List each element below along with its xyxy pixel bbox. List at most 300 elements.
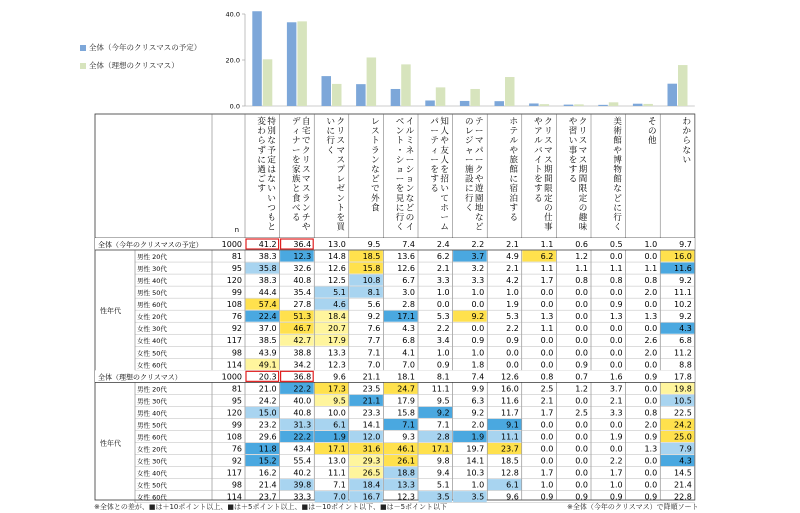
col-header-11: 館 [613,174,622,185]
bar-2-2 [297,21,307,106]
row-label: 男性 40代 [137,409,167,418]
col-header-9: ア [534,126,543,137]
col-header-10: 間 [578,174,588,185]
row-cell: 18.5 [500,456,519,466]
col-header-4: ラ [371,145,380,156]
col-header-9: 期 [544,165,553,175]
bar-2-4 [367,57,377,106]
row-n: 76 [231,312,242,322]
col-header-8: に [509,174,519,185]
row-cell: 0.0 [540,288,554,298]
col-header-13: な [682,145,692,156]
col-header-1: 過 [257,165,266,175]
total-cell: 9.5 [367,240,381,249]
col-header-2: ス [301,184,311,195]
bar-2-7 [470,89,480,106]
row-cell: 0.0 [540,420,554,430]
row-cell: 9.6 [506,492,519,502]
row-cell: 2.2 [506,324,519,334]
row-cell: 40.8 [293,276,312,286]
col-header-11: に [613,203,622,214]
row-cell: 9.2 [471,408,485,418]
row-cell: 18.4 [362,480,381,490]
row-cell: 4.3 [679,324,692,334]
col-header-7: く [464,203,474,214]
bar-1-6 [425,100,435,106]
col-header-11: 行 [613,213,622,223]
col-header-6: て [440,193,449,204]
col-header-5: ン [405,184,415,195]
bar-1-5 [391,89,401,106]
col-header-13: い [682,155,692,166]
row-cell: 12.0 [362,432,381,442]
col-header-11: ど [613,193,622,204]
row-cell: 43.4 [293,444,312,454]
row-cell: 2.8 [436,432,450,442]
col-header-7: レ [464,126,474,137]
row-cell: 0.0 [471,300,485,310]
row-cell: 37.0 [258,324,277,334]
row-cell: 12.8 [500,468,519,478]
row-cell: 4.1 [402,348,415,358]
bar-2-11 [609,102,619,106]
col-header-8: す [509,203,519,214]
total-cell: 1.0 [644,240,658,249]
row-cell: 0.9 [540,492,554,502]
row-cell: 2.2 [436,324,450,334]
row-cell: 34.2 [293,360,312,370]
row-n: 114 [226,492,242,502]
row-cell: 11.8 [258,444,277,454]
col-header-7: ー [464,155,474,166]
row-cell: 31.6 [362,444,381,454]
col-header-8: ホ [509,117,519,127]
row-cell: 1.0 [471,480,485,490]
row-cell: 21.0 [258,384,277,394]
col-header-8: る [509,213,519,223]
row-cell: 12.3 [327,360,346,370]
row-cell: 0.0 [644,396,658,406]
row-label: 女性 30代 [137,325,167,334]
total-cell: 13.0 [327,240,346,249]
row-cell: 17.9 [327,336,346,346]
col-header-10: 限 [578,184,588,195]
row-cell: 2.1 [506,264,519,274]
col-header-2: る [291,213,301,223]
col-header-13: ら [682,136,692,147]
row-cell: 46.7 [293,324,312,334]
bar-1-7 [460,101,470,106]
col-header-2: ン [301,203,311,214]
col-header-8: 泊 [509,193,519,204]
col-header-5: イ [405,117,415,127]
col-header-1: 変 [257,117,266,127]
col-header-9: ク [544,117,553,127]
row-cell: 1.7 [540,468,554,478]
row-n: 120 [226,408,242,418]
col-header-6: ム [440,222,449,233]
col-header-1: す [257,184,266,195]
col-header-3: ス [336,155,346,166]
total-cell: 20.3 [258,372,277,382]
col-header-1: 定 [267,155,276,166]
row-cell: 31.3 [293,420,312,430]
bar-1-9 [529,103,539,106]
col-header-7: 地 [474,203,484,214]
row-cell: 0.0 [609,360,623,370]
col-header-9: 限 [544,184,553,195]
col-header-3: ト [336,203,346,214]
row-cell: 1.7 [609,468,623,478]
row-cell: 0.9 [471,336,485,346]
row-cell: 11.1 [673,288,692,298]
row-cell: 35.8 [258,264,277,274]
row-cell: 22.2 [293,432,312,442]
row-cell: 1.1 [540,324,554,334]
row-cell: 23.7 [500,444,519,454]
row-n: 95 [231,264,242,274]
row-cell: 3.3 [471,276,485,286]
row-cell: 7.1 [436,420,450,430]
col-header-13: か [682,126,692,137]
row-n: 98 [231,348,242,358]
col-header-3: ン [336,193,346,204]
col-header-3: く [326,145,336,156]
col-header-8: 宿 [509,184,519,195]
col-header-9: 定 [544,193,553,204]
row-cell: 15.8 [397,408,415,418]
row-cell: 0.9 [575,360,588,370]
total-cell: 2.1 [506,240,519,249]
row-cell: 1.1 [609,264,623,274]
col-header-11: 術 [613,126,622,137]
col-header-6: 知 [440,117,449,127]
col-header-12: 他 [647,136,657,147]
row-cell: 1.0 [540,480,554,490]
row-n: 76 [231,444,242,454]
col-header-6: を [430,165,439,175]
col-header-1: い [267,184,276,195]
row-cell: 38.3 [258,276,277,286]
row-label: 男性 30代 [137,397,167,406]
row-cell: 0.0 [575,456,588,466]
row-label: 女性 40代 [137,469,167,478]
row-cell: 23.3 [362,408,381,418]
col-header-1: わ [257,126,266,137]
row-cell: 0.0 [540,456,554,466]
row-cell: 19.8 [673,384,692,394]
row-cell: 22.5 [673,408,692,418]
row-cell: 1.8 [471,360,485,370]
row-cell: 10.8 [362,276,381,286]
row-cell: 22.2 [293,384,312,394]
row-cell: 23.5 [362,384,381,394]
row-cell: 9.2 [679,312,692,322]
col-header-7: や [474,174,484,185]
row-cell: 4.3 [679,456,692,466]
total-cell: 9.7 [679,240,692,249]
row-cell: 1.9 [471,432,485,442]
row-cell: 24.2 [258,396,277,406]
row-label: 男性 60代 [137,301,167,310]
col-header-7: 施 [464,165,474,175]
legend-swatch-1 [80,45,86,51]
col-header-1: と [267,222,276,233]
bar-2-8 [505,77,515,106]
row-cell: 26.1 [397,456,415,466]
col-header-3: を [336,213,346,223]
row-cell: 33.3 [293,492,312,502]
col-header-9: ル [534,136,543,147]
row-cell: 0.0 [609,444,623,454]
row-n: 81 [231,384,242,394]
row-cell: 16.0 [500,384,519,394]
col-header-9: マ [544,145,553,156]
row-label: 女性 30代 [137,457,167,466]
col-header-5: シ [395,155,405,166]
col-header-6: を [440,165,449,175]
row-cell: 25.0 [673,432,692,442]
col-header-7: な [474,213,484,223]
col-header-6: す [430,174,439,185]
row-cell: 12.3 [397,492,415,502]
row-cell: 4.3 [402,324,415,334]
row-cell: 7.0 [333,492,346,502]
row-cell: 3.3 [609,408,623,418]
row-cell: 57.4 [258,300,277,310]
col-header-2: 宅 [301,126,311,137]
col-header-10: ス [578,155,588,166]
row-cell: 2.1 [609,396,623,406]
row-cell: 0.0 [540,432,554,442]
row-cell: 0.0 [575,432,588,442]
col-header-2: 食 [291,193,301,204]
col-header-10: す [568,165,578,175]
col-header-6: ー [430,126,439,137]
bar-1-1 [252,11,261,106]
row-cell: 9.2 [471,312,485,322]
total-cell: 7.4 [402,240,415,249]
col-header-7: に [464,184,474,195]
row-cell: 0.0 [609,420,623,430]
col-header-5: を [395,184,405,195]
row-cell: 29.3 [362,456,381,466]
row-cell: 38.8 [293,348,312,358]
row-cell: 7.1 [367,348,381,358]
col-header-9: ス [544,136,553,147]
row-cell: 17.3 [327,384,346,394]
col-header-5: く [395,222,405,233]
total-cell: 1.1 [540,240,554,249]
col-header-1: つ [267,203,276,214]
total-cell: 7.4 [471,372,485,382]
row-n: 108 [226,300,242,310]
row-n: 120 [226,276,242,286]
col-header-1: な [267,174,276,185]
col-header-13: わ [682,117,692,127]
row-n: 99 [231,420,242,430]
row-cell: 13.6 [397,252,415,262]
col-header-3: 行 [326,136,336,147]
row-cell: 17.9 [397,396,415,406]
row-cell: 0.0 [575,336,588,346]
col-header-12: の [647,126,657,137]
col-header-5: な [405,193,415,204]
col-header-9: ト [534,165,543,175]
row-cell: 38.5 [258,336,277,346]
col-header-5: ョ [395,165,405,175]
row-label: 女性 50代 [137,349,167,358]
row-cell: 12.5 [327,276,346,286]
row-cell: 0.0 [575,480,588,490]
row-cell: 0.9 [644,492,658,502]
row-cell: 0.0 [575,444,588,454]
col-header-4: ど [371,174,380,185]
col-header-2: と [291,184,301,195]
row-cell: 0.0 [540,360,554,370]
row-cell: 14.1 [466,456,485,466]
row-cell: 0.0 [575,348,588,358]
col-header-6: ー [430,155,439,166]
col-header-6: テ [430,136,439,147]
row-cell: 0.0 [540,348,554,358]
col-header-2: を [291,155,301,166]
row-cell: 3.4 [436,336,450,346]
row-cell: 1.1 [575,264,588,274]
col-header-2: 家 [291,165,301,175]
row-cell: 0.0 [575,324,588,334]
col-header-3: ク [336,117,346,127]
legend-label-2: 全体（理想のクリスマス） [89,61,179,70]
row-cell: 51.3 [293,312,312,322]
legend-swatch-2 [80,63,86,69]
col-header-6: 友 [440,145,449,156]
row-cell: 3.7 [609,384,623,394]
col-header-1: ら [257,136,266,147]
row-cell: 22.8 [673,492,692,502]
row-cell: 14.5 [673,468,692,478]
row-cell: 0.0 [575,420,588,430]
col-header-3: に [326,126,336,137]
row-cell: 9.2 [367,312,381,322]
row-cell: 9.2 [436,408,450,418]
col-header-9: 間 [544,174,553,185]
row-cell: 2.1 [540,396,554,406]
row-cell: 0.0 [575,312,588,322]
col-header-7: 行 [464,193,474,204]
col-header-10: 習 [568,126,578,137]
total-cell: 0.9 [644,372,658,382]
row-cell: 5.6 [367,300,381,310]
bar-1-4 [356,84,366,106]
col-header-4: 外 [371,193,380,204]
y-tick-label: 20.0 [225,56,240,65]
row-cell: 1.9 [609,432,623,442]
total-cell: 8.1 [436,372,450,382]
row-cell: 0.8 [644,408,658,418]
row-cell: 4.6 [333,300,346,310]
col-header-8: や [509,145,519,156]
row-cell: 23.7 [258,492,277,502]
col-header-4: ス [371,126,380,137]
col-header-4: な [371,165,380,175]
col-header-7: ー [474,155,484,166]
col-header-10: い [568,136,578,147]
col-header-5: ト [395,136,405,147]
row-n: 99 [231,288,242,298]
col-header-6: ー [440,213,449,223]
col-header-2: マ [301,174,311,185]
row-cell: 1.0 [609,480,623,490]
total-cell: 0.5 [609,240,623,249]
col-header-6: 招 [440,174,449,185]
row-cell: 35.4 [293,288,312,298]
col-header-11: 美 [613,117,622,127]
row-cell: 14.1 [362,420,381,430]
bar-1-10 [564,105,574,106]
row-cell: 0.0 [471,324,485,334]
section-title-1: 全体（今年のクリスマスの予定） [98,241,203,249]
col-header-2: デ [291,117,301,127]
total-cell: 17.8 [673,372,692,382]
col-header-1: も [267,213,276,223]
row-cell: 1.2 [575,252,588,262]
row-cell: 1.3 [609,312,623,322]
row-cell: 13.3 [327,348,346,358]
row-cell: 11.2 [673,348,692,358]
row-cell: 11.1 [431,384,450,394]
col-header-7: ク [474,165,484,175]
row-n: 108 [226,432,242,442]
row-cell: 2.0 [644,288,658,298]
row-cell: 6.8 [402,336,415,346]
col-header-9: 仕 [544,213,553,223]
col-header-6: る [430,184,439,195]
row-cell: 0.0 [644,468,658,478]
col-header-6: パ [430,117,439,127]
col-header-10: リ [578,126,588,137]
col-header-11: 物 [613,165,622,175]
row-n: 98 [231,480,242,490]
row-cell: 9.9 [471,384,485,394]
total-cell: 0.6 [575,240,588,249]
row-cell: 10.0 [327,408,346,418]
col-header-11: や [613,145,622,156]
col-header-1: い [267,193,276,204]
row-cell: 15.0 [258,408,277,418]
row-cell: 0.0 [506,360,519,370]
col-header-10: 定 [578,193,588,204]
row-cell: 1.3 [644,312,658,322]
row-cell: 7.6 [367,324,381,334]
row-cell: 26.5 [362,468,381,478]
col-header-7: ャ [464,145,474,156]
col-header-5: ル [405,126,415,137]
col-header-10: の [578,203,588,214]
row-cell: 43.9 [258,348,277,358]
row-cell: 0.0 [540,336,554,346]
row-n: 92 [231,324,242,334]
col-header-9: ス [544,155,553,166]
row-cell: 44.4 [258,288,277,298]
col-header-10: を [568,155,578,166]
row-cell: 2.8 [402,300,415,310]
row-label: 女性 40代 [137,337,167,346]
col-header-5: 行 [395,213,405,223]
row-cell: 21.4 [673,480,692,490]
bar-1-8 [495,101,505,106]
row-cell: 17.1 [397,312,415,322]
